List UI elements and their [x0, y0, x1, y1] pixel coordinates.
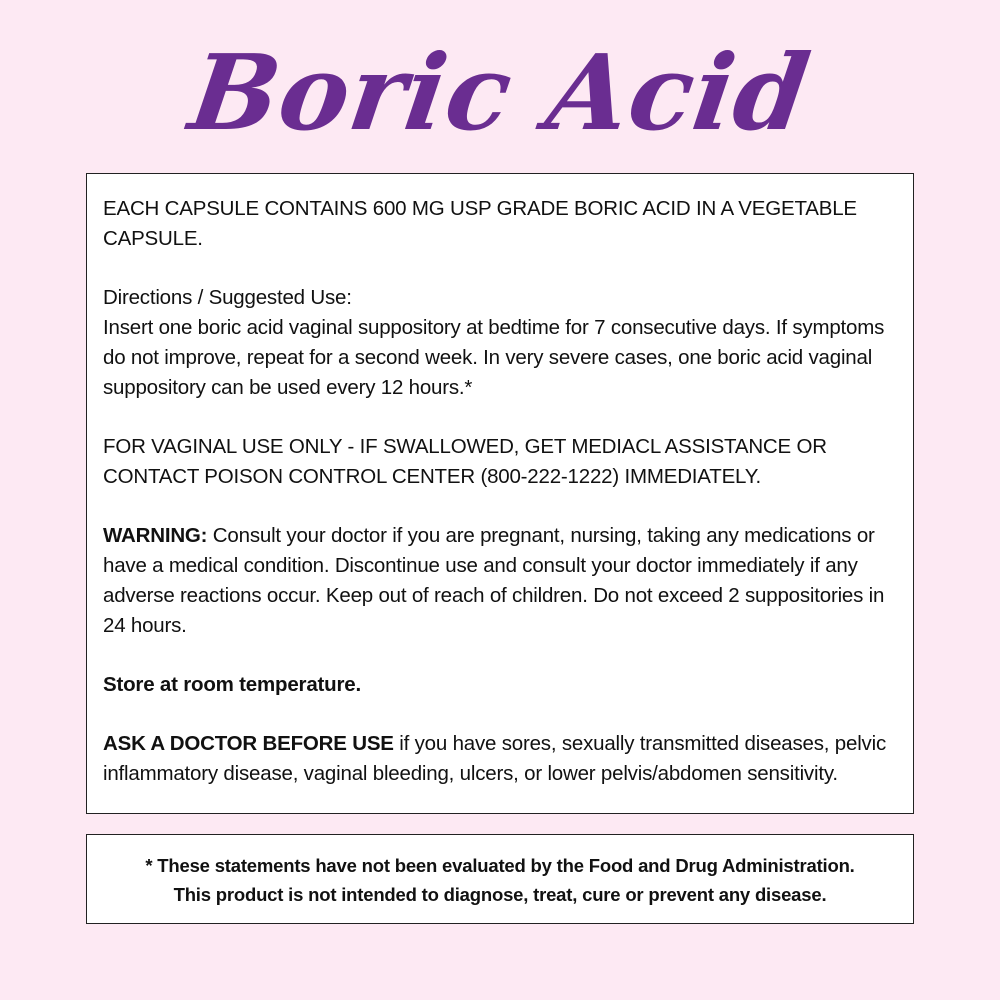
- directions-heading: Directions / Suggested Use:: [103, 286, 352, 309]
- product-title: Boric Acid: [182, 31, 818, 154]
- ask-doctor-label: ASK A DOCTOR BEFORE USE: [103, 732, 394, 755]
- ask-doctor-section: [103, 729, 897, 789]
- disclaimer-line-2: This product is not intended to diagnose, treat, cure or prevent any disease.: [173, 884, 827, 905]
- directions-section: [103, 283, 897, 403]
- warning-section: [103, 521, 897, 641]
- warning-text: Consult your doctor if you are pregnant, nursing, taking any medications or have a medical condition. Discontinue use and consult your doctor immediately if any adverse reactions occur. Keep out of reach of children. Do not exceed 2 suppositories in 24 hours.: [103, 524, 885, 637]
- vaginal-use-warning: FOR VAGINAL USE ONLY - IF SWALLOWED, GET MEDIACL ASSISTANCE OR CONTACT POISON CONTROL CENTER (800-222-1222) IMMEDIATELY.: [103, 435, 827, 488]
- storage-instruction: Store at room temperature.: [103, 673, 361, 696]
- directions-text: Insert one boric acid vaginal suppository at bedtime for 7 consecutive days. If symptoms do not improve, repeat for a second week. In very severe cases, one boric acid vaginal suppository can be used every 12 hours.*: [103, 316, 885, 399]
- fda-disclaimer-box: [86, 834, 914, 924]
- disclaimer-line-1: * These statements have not been evaluated by the Food and Drug Administration.: [145, 855, 855, 876]
- product-info-box: [86, 173, 914, 814]
- contents-statement: EACH CAPSULE CONTAINS 600 MG USP GRADE BORIC ACID IN A VEGETABLE CAPSULE.: [103, 197, 857, 250]
- warning-label: WARNING:: [103, 524, 208, 547]
- ask-doctor-text: if you have sores, sexually transmitted diseases, pelvic inflammatory disease, vaginal bleeding, ulcers, or lower pelvis/abdomen sensitivity.: [103, 732, 887, 785]
